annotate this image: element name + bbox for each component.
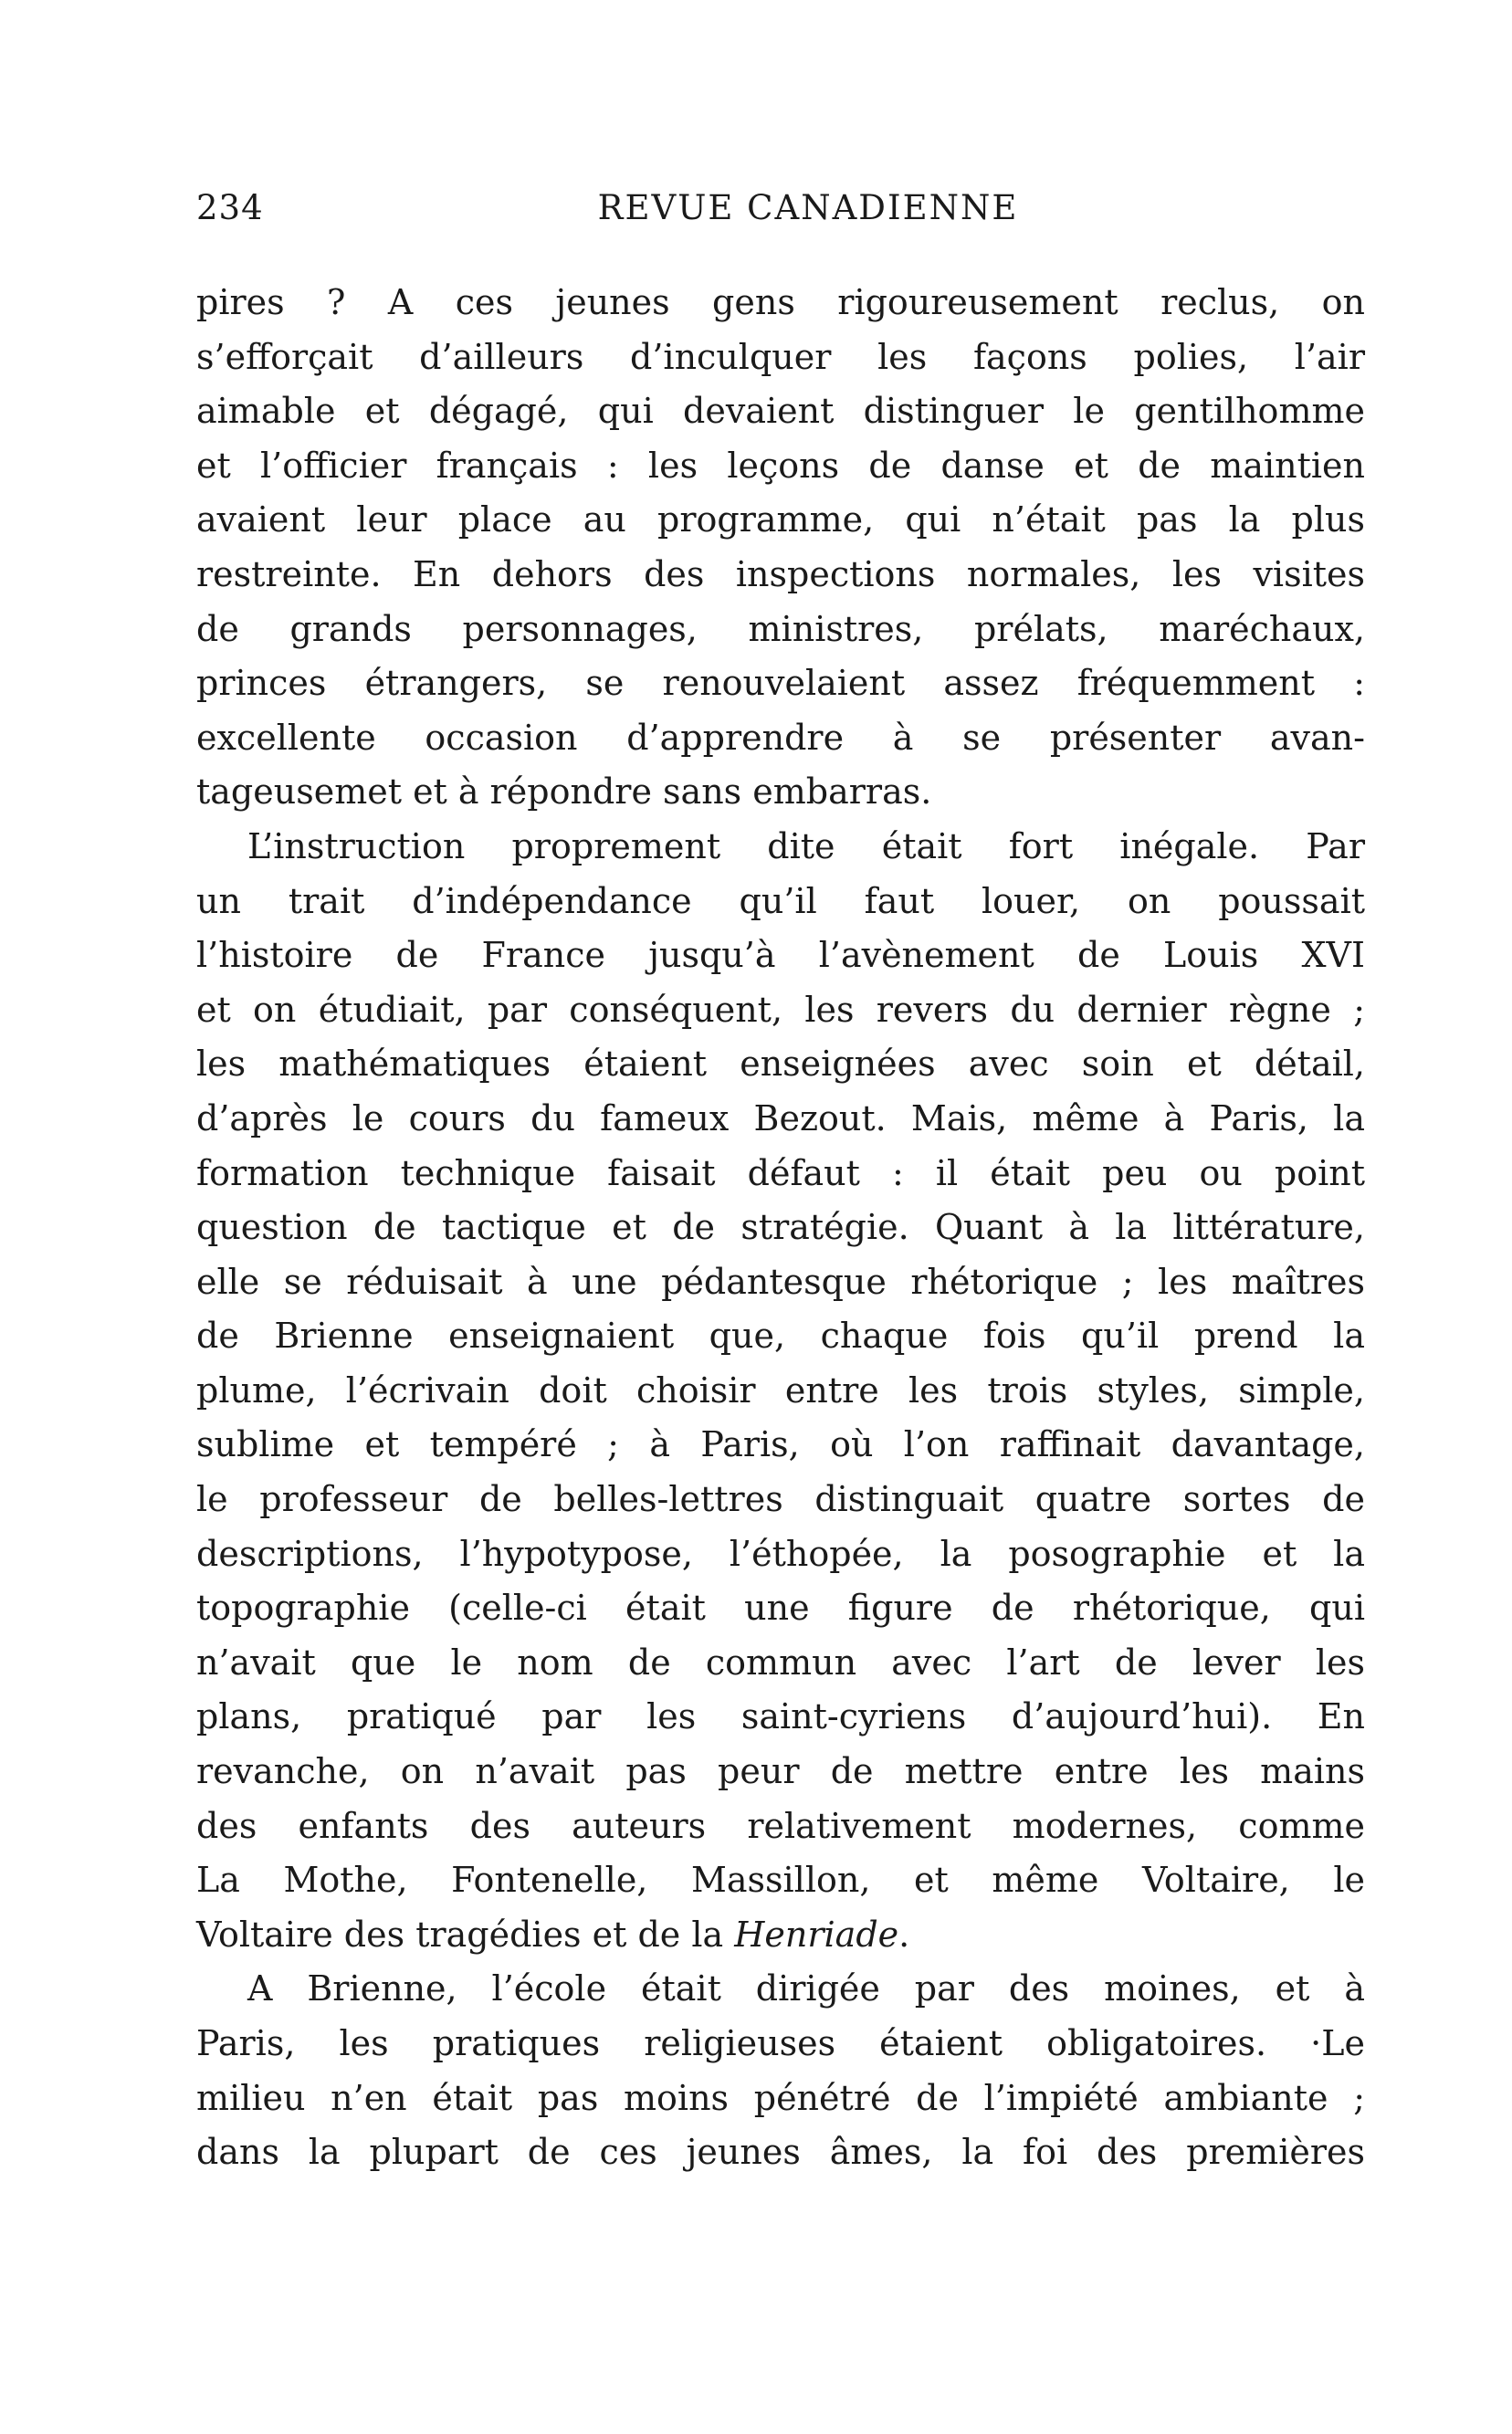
text-line: plume, l’écrivain doit choisir entre les trois styles, simple, — [196, 1369, 1365, 1411]
text-line: descriptions, l’hypotypose, l’éthopée, la posographie et la — [196, 1533, 1365, 1574]
text-line — [196, 1908, 1365, 1963]
text-line: revanche, on n’avait pas peur de mettre entre les mains — [196, 1751, 1365, 1792]
text-line: avaient leur place au programme, qui n’était pas la plus — [196, 499, 1365, 540]
text-line: restreinte. En dehors des inspections normales, les visites — [196, 553, 1365, 594]
text-fragment: . — [898, 1914, 910, 1955]
text-line: elle se réduisait à une pédantesque rhétorique ; les maîtres — [196, 1261, 1365, 1302]
text-line: n’avait que le nom de commun avec l’art de lever les — [196, 1642, 1365, 1683]
text-line: et on étudiait, par conséquent, les revers du dernier règne ; — [196, 989, 1365, 1030]
page-number: 234 — [196, 188, 264, 227]
text-line: A Brienne, l’école était dirigée par des moines, et à — [247, 1968, 1365, 2009]
text-line: de Brienne enseignaient que, chaque fois qu’il prend la — [196, 1316, 1365, 1357]
text-line: un trait d’indépendance qu’il faut louer, on poussait — [196, 880, 1365, 921]
text-line: formation technique faisait défaut : il était peu ou point — [196, 1152, 1365, 1193]
text-line: Paris, les pratiques religieuses étaient obligatoires. ·Le — [196, 2023, 1365, 2063]
text-line: aimable et dégagé, qui devaient distinguer le gentilhomme — [196, 391, 1365, 432]
text-line: princes étrangers, se renouvelaient assez fréquemment : — [196, 663, 1365, 704]
running-title: REVUE CANADIENNE — [597, 188, 1019, 227]
italic-title: Henriade — [734, 1914, 899, 1955]
text-line: sublime et tempéré ; à Paris, où l’on raffinait davantage, — [196, 1424, 1365, 1465]
text-line: topographie (celle-ci était une figure de rhétorique, qui — [196, 1588, 1365, 1629]
text-fragment: Voltaire des tragédies et de la — [196, 1914, 735, 1955]
text-line: de grands personnages, ministres, prélats, maréchaux, — [196, 608, 1365, 649]
text-line: milieu n’en était pas moins pénétré de l’impiété ambiante ; — [196, 2077, 1365, 2118]
text-line: d’après le cours du fameux Bezout. Mais, même à Paris, la — [196, 1097, 1365, 1138]
text-line: plans, pratiqué par les saint-cyriens d’aujourd’hui). En — [196, 1696, 1365, 1737]
text-line: s’efforçait d’ailleurs d’inculquer les façons polies, l’air — [196, 336, 1365, 377]
text-line: tageusemet et à répondre sans embarras. — [196, 771, 932, 813]
text-line: dans la plupart de ces jeunes âmes, la foi des premières — [196, 2132, 1365, 2173]
text-line: excellente occasion d’apprendre à se présenter avan- — [196, 717, 1365, 758]
text-line: La Mothe, Fontenelle, Massillon, et même Voltaire, le — [196, 1860, 1365, 1901]
text-line: les mathématiques étaient enseignées avec soin et détail, — [196, 1044, 1365, 1085]
text-line: et l’officier français : les leçons de danse et de maintien — [196, 445, 1365, 486]
text-line: question de tactique et de stratégie. Quant à la littérature, — [196, 1207, 1365, 1248]
text-line: pires ? A ces jeunes gens rigoureusement reclus, on — [196, 282, 1365, 322]
text-line: L’instruction proprement dite était fort inégale. Par — [247, 825, 1365, 866]
text-line: le professeur de belles-lettres distinguait quatre sortes de — [196, 1479, 1365, 1520]
text-line: des enfants des auteurs relativement modernes, comme — [196, 1805, 1365, 1846]
body-text — [196, 276, 1365, 2180]
page-header — [196, 188, 1365, 243]
text-line: l’histoire de France jusqu’à l’avènement de Louis XVI — [196, 935, 1365, 976]
